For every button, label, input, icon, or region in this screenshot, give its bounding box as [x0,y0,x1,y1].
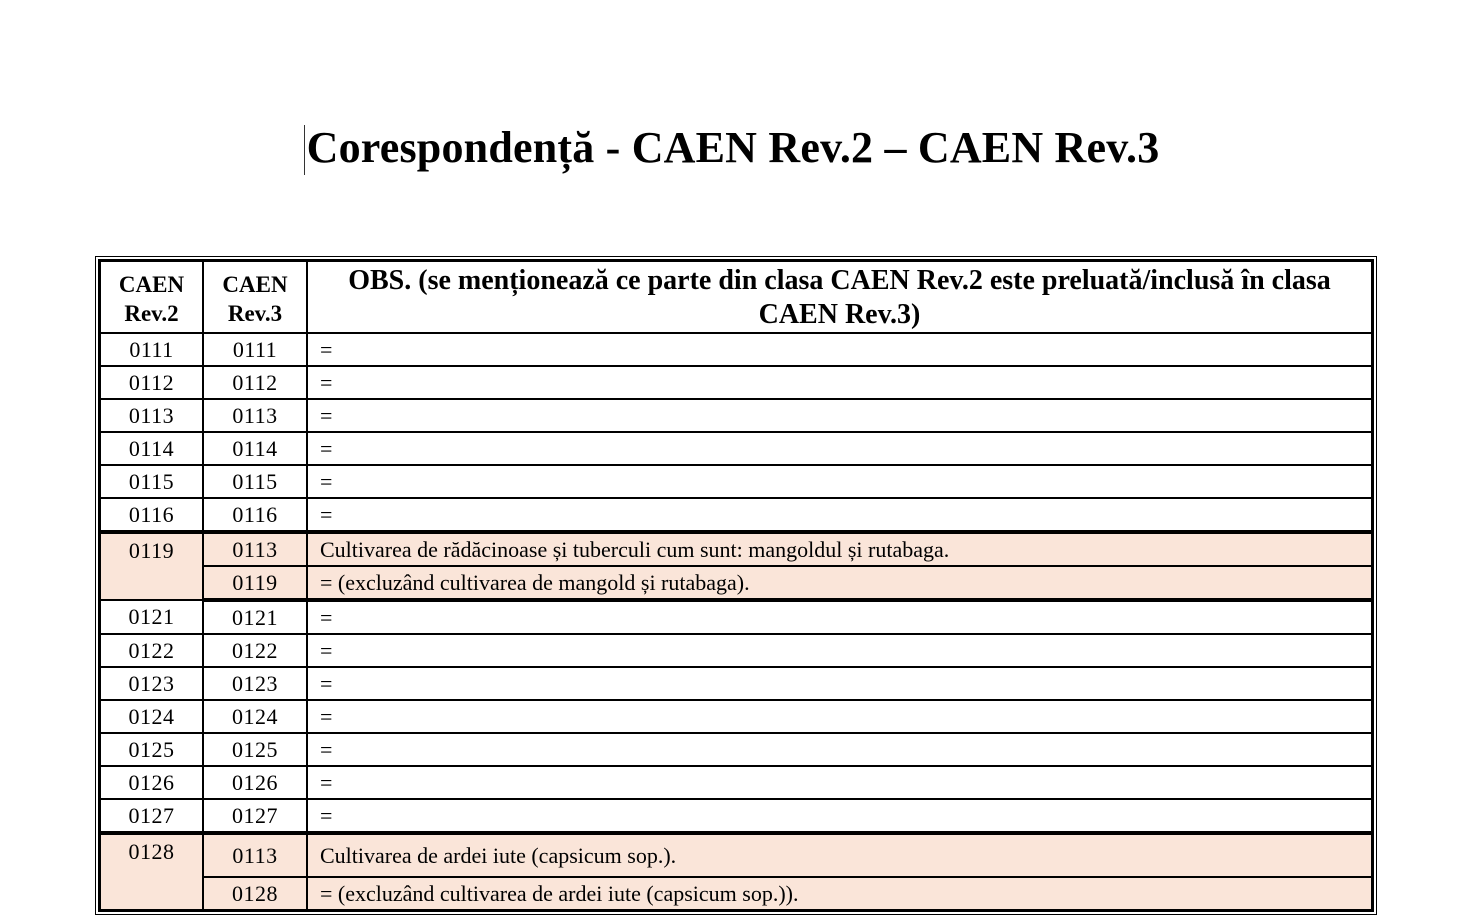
cell-rev3: 0127 [203,799,307,833]
cell-rev3: 0113 [203,833,307,877]
cell-rev2: 0115 [100,465,203,498]
cell-rev2: 0123 [100,667,203,700]
cell-rev2: 0114 [100,432,203,465]
cell-obs: = [307,366,1372,399]
table-row [100,498,1372,532]
cell-obs: Cultivarea de ardei iute (capsicum sop.). [307,833,1372,877]
table-row [100,766,1372,799]
cell-obs: = (excluzând cultivarea de ardei iute (capsicum sop.)). [307,877,1372,910]
cell-rev3: 0119 [203,566,307,600]
cell-rev3: 0122 [203,634,307,667]
cell-obs: = (excluzând cultivarea de mangold și rutabaga). [307,566,1372,600]
cell-rev3: 0114 [203,432,307,465]
table-header-row [100,261,1372,333]
cell-rev2: 0119 [100,532,203,600]
cell-obs: = [307,333,1372,366]
page-title: Corespondență - CAEN Rev.2 – CAEN Rev.3 [306,123,1160,172]
cell-obs: = [307,667,1372,700]
table-row [100,700,1372,733]
cell-rev2: 0121 [100,600,203,634]
cell-rev2: 0111 [100,333,203,366]
cell-rev3: 0121 [203,600,307,634]
table-row [100,799,1372,833]
table-row-group-0119 [100,566,1372,600]
table-row-group-0128 [100,877,1372,910]
cell-obs: = [307,634,1372,667]
cell-rev2: 0125 [100,733,203,766]
cell-rev2: 0126 [100,766,203,799]
cell-obs: = [307,600,1372,634]
cell-rev2: 0116 [100,498,203,532]
cell-rev3: 0113 [203,532,307,566]
table-row [100,667,1372,700]
table-row [100,432,1372,465]
cell-rev3: 0111 [203,333,307,366]
cell-rev2: 0113 [100,399,203,432]
cell-rev3: 0125 [203,733,307,766]
cell-rev3: 0128 [203,877,307,910]
cell-obs: = [307,465,1372,498]
table-row [100,399,1372,432]
table-row [100,733,1372,766]
cell-rev2: 0124 [100,700,203,733]
cell-rev3: 0123 [203,667,307,700]
cell-obs: = [307,498,1372,532]
header-caen-rev2: CAEN Rev.2 [100,261,203,333]
cell-rev3: 0112 [203,366,307,399]
cell-obs: = [307,733,1372,766]
cell-rev2: 0128 [100,833,203,910]
table-row [100,366,1372,399]
cell-rev3: 0113 [203,399,307,432]
cell-rev3: 0115 [203,465,307,498]
cell-obs: = [307,766,1372,799]
cell-obs: = [307,799,1372,833]
cell-rev2: 0127 [100,799,203,833]
table-row [100,465,1372,498]
table-row [100,634,1372,667]
table-row [100,333,1372,366]
cell-obs: = [307,432,1372,465]
cell-rev3: 0126 [203,766,307,799]
correspondence-table [95,256,1377,915]
table-row-group-0128 [100,833,1372,877]
header-caen-rev3: CAEN Rev.3 [203,261,307,333]
cell-obs: = [307,399,1372,432]
cell-obs: = [307,700,1372,733]
cell-rev2: 0122 [100,634,203,667]
cell-obs: Cultivarea de rădăcinoase și tuberculi cum sunt: mangoldul și rutabaga. [307,532,1372,566]
table-row-group-0119 [100,532,1372,566]
cell-rev3: 0116 [203,498,307,532]
header-observations: OBS. (se menționează ce parte din clasa CAEN Rev.2 este preluată/inclusă în clasa CAEN Rev.3) [307,261,1372,333]
table-row [100,600,1372,634]
cell-rev3: 0124 [203,700,307,733]
cell-rev2: 0112 [100,366,203,399]
